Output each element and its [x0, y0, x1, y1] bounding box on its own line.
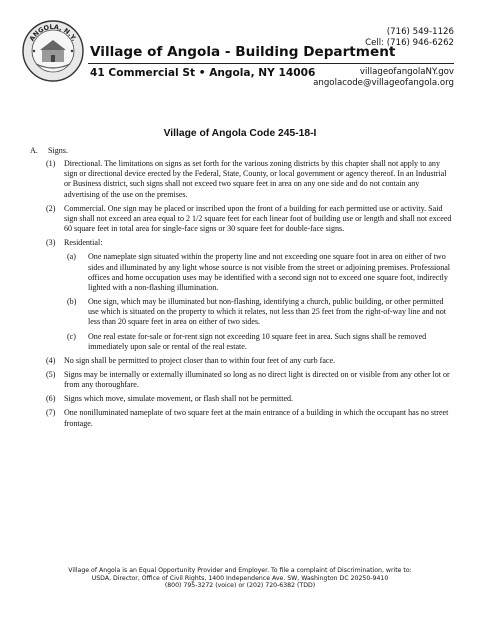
section-label: A.: [30, 146, 38, 155]
item-label: (2): [46, 203, 56, 213]
contact-phones: [365, 27, 454, 49]
item-label: (4): [46, 355, 56, 365]
office-phone: (716) 549-1126: [386, 27, 454, 37]
contact-web: [313, 67, 454, 89]
list-item: [30, 408, 454, 428]
footer-notice: [0, 567, 480, 590]
item-text: One nonilluminated nameplate of two square feet at the main entrance of a building in which the occupant has no street frontage.: [64, 408, 449, 428]
list-item: [30, 356, 454, 366]
cell-phone: Cell: (716) 946-6262: [365, 38, 454, 48]
sub-list-item: [30, 252, 454, 293]
item-label: (6): [46, 394, 56, 404]
item-text: No sign shall be permitted to project closer than to within four feet of any curb face.: [64, 355, 336, 365]
sub-list-item: [30, 332, 454, 352]
email-link[interactable]: angolacode@villageofangola.org: [313, 78, 454, 88]
list-item: [30, 204, 454, 234]
sub-item-label: (b): [67, 297, 77, 307]
item-text: Commercial. One sign may be placed or inscribed upon the front of a building for each permitted use or activity. Said sign shall not exceed an area equal to 2 1/2 square feet for each linear foot of building use or length and shall not exceed 60 square feet in total area for single-face signs or 30 square feet for double-face signs.: [64, 203, 452, 234]
village-seal-logo: [22, 20, 84, 82]
item-text: Signs may be internally or externally illuminated so long as no direct light is directed on or visible from any other lot or from any thoroughfare.: [64, 369, 450, 390]
sub-item-text: One sign, which may be illuminated but non-flashing, identifying a church, public building, or other permitted use which is situated on the property to which it relates, not less than 25 feet from the right-of-way line and not less than 20 square feet in area on either of two sides.: [88, 297, 446, 327]
item-label: (7): [46, 408, 56, 418]
list-item: [30, 159, 454, 200]
list-item: [30, 370, 454, 390]
item-text: Directional. The limitations on signs as set forth for the various zoning districts by this chapter shall not apply to any sign or directional device erected by the Federal, State, County, or local government or agency thereof. In an Industrial or Business district, such signs shall not exceed two square feet in area on any one side and do not contain any advertising of the use on the premises.: [64, 159, 447, 199]
sub-item-text: One nameplate sign situated within the property line and not exceeding one square foot in area on either of two sides and illuminated by any light whose source is not visible from the street or adjoining premises. Professional offices and home occupation uses may be identified with a second sign not to exceed one square foot, indirectly lighted with a non-flashing illumination.: [88, 252, 451, 292]
seal-text: ANGOLA, N.Y.: [27, 22, 79, 43]
department-address: 41 Commercial St • Angola, NY 14006: [90, 67, 316, 79]
document-title: Village of Angola Code 245-18-I: [163, 128, 317, 139]
sub-item-label: (a): [67, 252, 76, 262]
item-label: (1): [46, 159, 56, 169]
sub-item-text: One real estate for-sale or for-rent sign not exceeding 10 square feet in area. Such signs shall be removed immediately upon sale or rental of the real estate.: [88, 331, 427, 351]
item-text: Residential:: [64, 238, 103, 248]
website-link[interactable]: villageofangolaNY.gov: [359, 67, 454, 77]
section-title: Signs.: [48, 146, 68, 155]
footer-line: (800) 795-3272 (voice) or (202) 720-6382 (TDD): [164, 582, 316, 590]
list-item: [30, 394, 454, 404]
footer-line: USDA, Director, Office of Civil Rights, 1400 Independence Ave. SW, Washington DC 20250-9410: [91, 574, 389, 582]
sub-list-item: [30, 297, 454, 327]
department-title: Village of Angola - Building Department: [90, 44, 396, 60]
list-item: [30, 238, 454, 248]
header-divider: [88, 63, 454, 64]
document-body: [30, 146, 454, 433]
sub-item-label: (c): [67, 331, 76, 341]
section-a-heading: [30, 146, 454, 156]
item-text: Signs which move, simulate movement, or flash shall not be permitted.: [64, 394, 294, 404]
footer-line: Village of Angola is an Equal Opportunity Provider and Employer. To file a complaint of Discrimination, write to:: [68, 567, 412, 574]
item-label: (5): [46, 369, 56, 379]
item-label: (3): [46, 238, 56, 248]
